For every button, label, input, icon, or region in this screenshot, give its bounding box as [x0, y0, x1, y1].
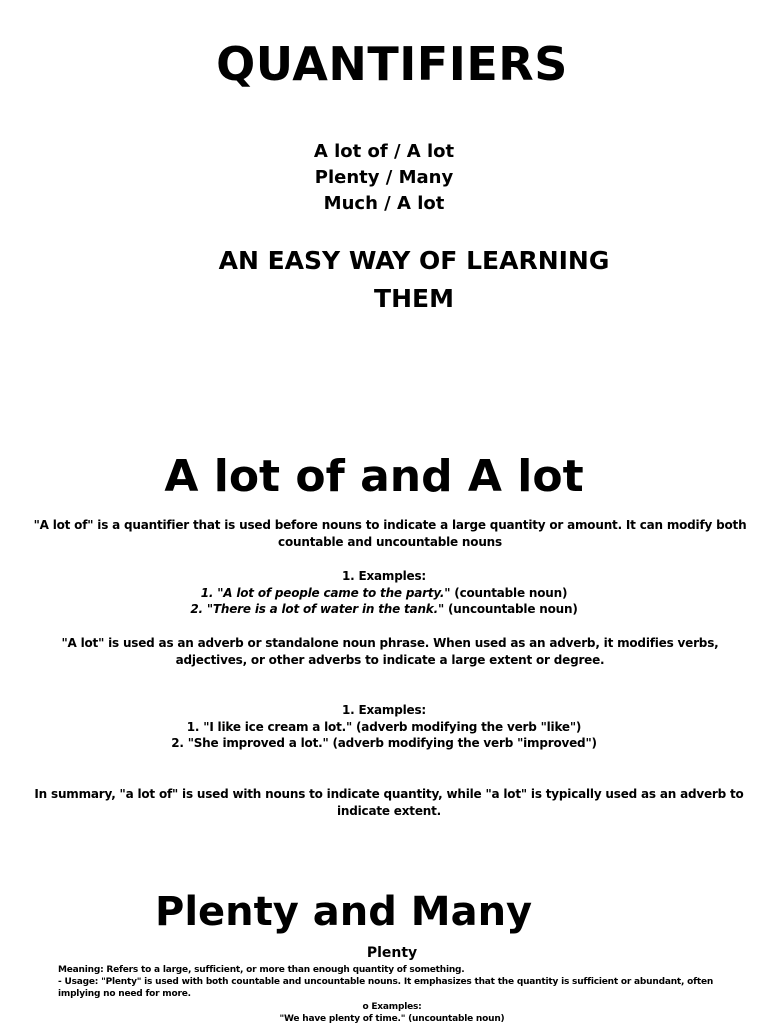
- plenty-meaning: Meaning: Refers to a large, sufficient, or more than enough quantity of something.: [58, 965, 465, 975]
- a-lot-definition: "A lot" is used as an adverb or standalone noun phrase. When used as an adverb, it modifies verbs, adjectives, or other adverbs to indicate a large extent or degree.: [61, 636, 719, 667]
- subtitle-line: THEM: [374, 284, 454, 313]
- example-line: 2. "She improved a lot." (adverb modifying the verb "improved"): [171, 736, 597, 750]
- section-heading-a-lot-of: A lot of and A lot: [164, 451, 584, 502]
- example-line: [0, 601, 768, 618]
- example-line: [0, 585, 768, 602]
- topic-item: Much / A lot: [323, 193, 445, 214]
- example-line: "We have plenty of time." (uncountable noun): [279, 1014, 505, 1024]
- examples-heading: o Examples:: [362, 1002, 422, 1012]
- topic-item: A lot of / A lot: [313, 141, 455, 162]
- page-title: QUANTIFIERS: [216, 37, 568, 91]
- topic-list: [0, 139, 768, 217]
- subsection-heading-plenty: Plenty: [366, 945, 418, 961]
- summary-paragraph: In summary, "a lot of" is used with nouns to indicate quantity, while "a lot" is typically used as an adverb to indicate extent.: [34, 787, 744, 818]
- section-heading-plenty-many: Plenty and Many: [155, 889, 533, 935]
- subtitle-line: AN EASY WAY OF LEARNING: [218, 246, 610, 275]
- examples-heading: 1. Examples:: [341, 569, 426, 583]
- example-sentence: 1. "A lot of people came to the party.": [200, 586, 451, 600]
- page-subtitle: [30, 242, 768, 318]
- examples-heading: 1. Examples:: [341, 703, 426, 717]
- example-sentence: 2. "There is a lot of water in the tank.": [190, 602, 444, 616]
- topic-item: Plenty / Many: [314, 167, 454, 188]
- example-note: (countable noun): [450, 586, 568, 600]
- a-lot-of-definition: "A lot of" is a quantifier that is used before nouns to indicate a large quantity or amount. It can modify both countable and uncountable nouns: [33, 518, 747, 549]
- plenty-usage: - Usage: "Plenty" is used with both countable and uncountable nouns. It emphasizes that the quantity is sufficient or abundant, often implying no need for more.: [58, 977, 714, 999]
- example-line: 1. "I like ice cream a lot." (adverb modifying the verb "like"): [186, 720, 582, 734]
- example-note: (uncountable noun): [444, 602, 578, 616]
